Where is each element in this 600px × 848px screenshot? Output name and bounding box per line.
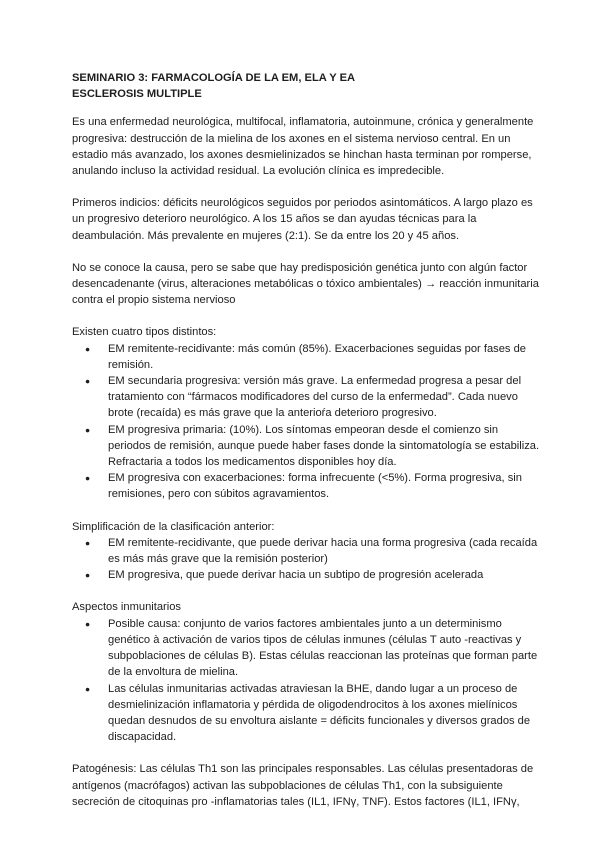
- types-list: [72, 341, 542, 503]
- title-line-2: ESCLEROSIS MULTIPLE: [72, 88, 202, 101]
- pathogenesis-paragraph: Patogénesis: Las células Th1 son las principales responsables. Las células presentadoras de antígenos (macrófagos) activan las subpoblaciones de células Th1, con la subsiguiente secreción de citoquinas pro -inflamatorias tales (IL1, IFNγ, TNF). Estos factores (IL1, IFNγ,: [72, 763, 534, 808]
- list-item: ● EM progresiva con exacerbaciones: forma infrecuente (<5%). Forma progresiva, sin remisiones, pero con súbitos agravamientos.: [72, 470, 542, 502]
- immune-heading: Aspectos inmunitarios: [72, 601, 181, 614]
- title-line-1: SEMINARIO 3: FARMACOLOGÍA DE LA EM, ELA Y EA: [72, 72, 356, 84]
- list-item: ● EM progresiva primaria: (10%). Los síntomas empeoran desde el comienzo sin periodos de remisión, aunque puede haber fases donde la sintomatología se estabiliza. Refractaria a todos los medicamentos disponibles hoy día.: [72, 422, 542, 471]
- simplification-heading: Simplificación de la clasificación anterior:: [72, 520, 275, 533]
- intro-paragraph: Es una enfermedad neurológica, multifocal, inflamatoria, autoinmune, crónica y generalmente progresiva: destrucción de la mielina de los axones en el sistema nervioso central. En un estadio más avanzado, los axones desmielinizados se hinchan hasta terminan por romperse, anulando incluso la actividad residual. La evolución clínica es impredecible.: [72, 116, 534, 178]
- list-item: ● EM secundaria progresiva: versión más grave. La enfermedad progresa a pesar del tratamiento con “fármacos modificadores del curso de la enfermedad”. Cada nuevo brote (recaída) es más grave que la anterioŕa deterioro progresivo.: [72, 373, 542, 422]
- types-heading: Existen cuatro tipos distintos:: [72, 326, 217, 339]
- cause-paragraph: No se conoce la causa, pero se sabe que hay predisposición genética junto con algún factor desencadenante (virus, alteraciones metabólicas o tóxico ambientales) → reacción inmunitaria contra el propio sistema nervioso: [72, 261, 539, 307]
- document-page: [72, 70, 542, 810]
- list-item: ● EM remitente-recidivante, que puede derivar hacia una forma progresiva (cada recaída es más más grave que la remisión posterior): [72, 535, 542, 567]
- list-item: ● EM progresiva, que puede derivar hacia un subtipo de progresión acelerada: [72, 567, 542, 583]
- list-item: ● Las células inmunitarias activadas atraviesan la BHE, dando lugar a un proceso de desmielinización inflamatoria y pérdida de oligodendrocitos à los axones mielínicos quedan desnudos de su envoltura aislante = déficits funcionales y diversos grados de discapacidad.: [72, 681, 542, 746]
- list-item: ● EM remitente-recidivante: más común (85%). Exacerbaciones seguidas por fases de remisión.: [72, 341, 542, 373]
- page-title: [72, 70, 542, 102]
- first-signs-paragraph: Primeros indicios: déficits neurológicos seguidos por periodos asintomáticos. A largo plazo es un progresivo deterioro neurológico. A los 15 años se dan ayudas técnicas para la deambulación. Más prevalente en mujeres (2:1). Se da entre los 20 y 45 años.: [72, 197, 533, 242]
- list-item: ● Posible causa: conjunto de varios factores ambientales junto a un determinismo genético à activación de varios tipos de células inmunes (células T auto -reactivas y subpoblaciones de células B). Estas células reaccionan las proteínas que forman parte de la envoltura de mielina.: [72, 616, 542, 681]
- immune-list: [72, 616, 542, 746]
- simplification-list: [72, 535, 542, 584]
